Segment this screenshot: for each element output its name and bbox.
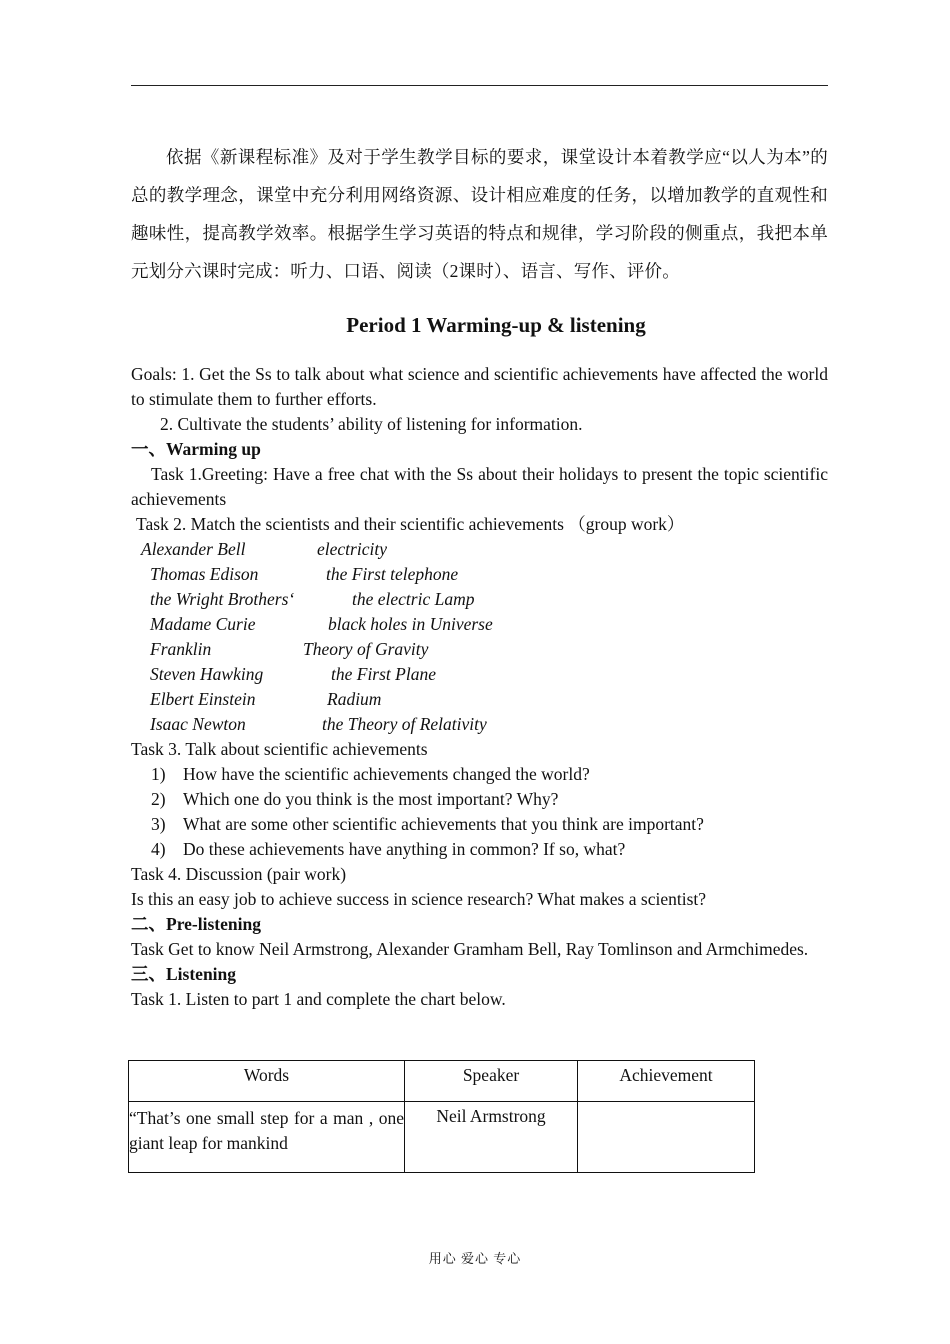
table-header-row <box>129 1061 755 1102</box>
pair-row <box>131 562 828 587</box>
achievement-item: black holes in Universe <box>328 614 493 634</box>
achievement-item: electricity <box>317 539 387 559</box>
page-footer: 用心 爱心 专心 <box>428 1251 522 1266</box>
achievement-item: the First Plane <box>331 664 436 684</box>
achievement-item: the Theory of Relativity <box>322 714 487 734</box>
scientist-name: Madame Curie <box>150 614 256 634</box>
scientist-name: the Wright Brothers‘ <box>150 589 295 609</box>
pair-row <box>131 612 828 637</box>
question-number: 4) <box>151 839 166 859</box>
lesson-content <box>131 362 828 1012</box>
goal-2: 2. Cultivate the students’ ability of listening for information. <box>160 414 583 434</box>
scientist-name: Isaac Newton <box>150 714 246 734</box>
section-heading-warming-up: 一、Warming up <box>131 439 261 459</box>
cell-achievement[interactable] <box>578 1102 755 1173</box>
section-heading-pre-listening: 二、Pre-listening <box>131 914 261 934</box>
cell-words: “That’s one small step for a man , one giant leap for mankind <box>129 1102 405 1173</box>
scientist-name: Franklin <box>150 639 212 659</box>
question-text: Do these achievements have anything in common? If so, what? <box>183 839 626 859</box>
scientist-name: Steven Hawking <box>150 664 264 684</box>
intro-paragraph: 依据《新课程标准》及对于学生教学目标的要求，课堂设计本着教学应“以人为本”的总的教学理念，课堂中充分利用网络资源、设计相应难度的任务，以增加教学的直观性和趣味性，提高教学效率。根据学生学习英语的特点和规律，学习阶段的侧重点，我把本单元划分六课时完成：听力、口语、阅读（2课时）、语言、写作、评价。 <box>131 147 828 281</box>
pair-row <box>131 637 828 662</box>
pair-row <box>131 587 828 612</box>
achievement-item: Radium <box>327 689 382 709</box>
pair-row <box>131 662 828 687</box>
question-text: Which one do you think is the most important? Why? <box>183 789 559 809</box>
period-title: Period 1 Warming-up & listening <box>346 313 646 337</box>
question-number: 2) <box>151 789 166 809</box>
cell-speaker: Neil Armstrong <box>405 1102 578 1173</box>
achievement-item: Theory of Gravity <box>303 639 429 659</box>
warming-task-1: Task 1.Greeting: Have a free chat with the Ss about their holidays to present the topic scientific achievements <box>131 464 828 509</box>
achievement-item: the First telephone <box>326 564 459 584</box>
scientist-name: Elbert Einstein <box>150 689 256 709</box>
question-text: What are some other scientific achievements that you think are important? <box>183 814 704 834</box>
achievement-item: the electric Lamp <box>352 589 475 609</box>
section-heading-listening: 三、Listening <box>131 964 237 984</box>
warming-task-4: Task 4. Discussion (pair work) <box>131 864 347 884</box>
listening-task-1: Task 1. Listen to part 1 and complete the chart below. <box>131 989 506 1009</box>
pair-row <box>131 712 828 737</box>
header-achievement: Achievement <box>578 1061 755 1102</box>
scientist-name: Thomas Edison <box>150 564 259 584</box>
warming-task-2: Task 2. Match the scientists and their scientific achievements （group work） <box>136 514 685 534</box>
question-item <box>131 837 828 862</box>
scientist-name: Alexander Bell <box>141 539 246 559</box>
pair-row <box>131 537 828 562</box>
question-number: 1) <box>151 764 166 784</box>
goal-1: Goals: 1. Get the Ss to talk about what science and scientific achievements have affected the world to stimulate them to further efforts. <box>131 364 828 409</box>
question-item <box>131 762 828 787</box>
question-number: 3) <box>151 814 166 834</box>
listening-chart-table <box>128 1060 755 1173</box>
header-words: Words <box>129 1061 405 1102</box>
header-rule <box>131 85 828 86</box>
header-speaker: Speaker <box>405 1061 578 1102</box>
question-item <box>131 812 828 837</box>
pair-row <box>131 687 828 712</box>
pre-listening-task: Task Get to know Neil Armstrong, Alexander Gramham Bell, Ray Tomlinson and Armchimedes. <box>131 939 809 959</box>
question-text: How have the scientific achievements changed the world? <box>183 764 590 784</box>
question-item <box>131 787 828 812</box>
warming-task-4-question: Is this an easy job to achieve success in science research? What makes a scientist? <box>131 889 707 909</box>
table-row <box>129 1102 755 1173</box>
warming-task-3: Task 3. Talk about scientific achievements <box>131 739 428 759</box>
